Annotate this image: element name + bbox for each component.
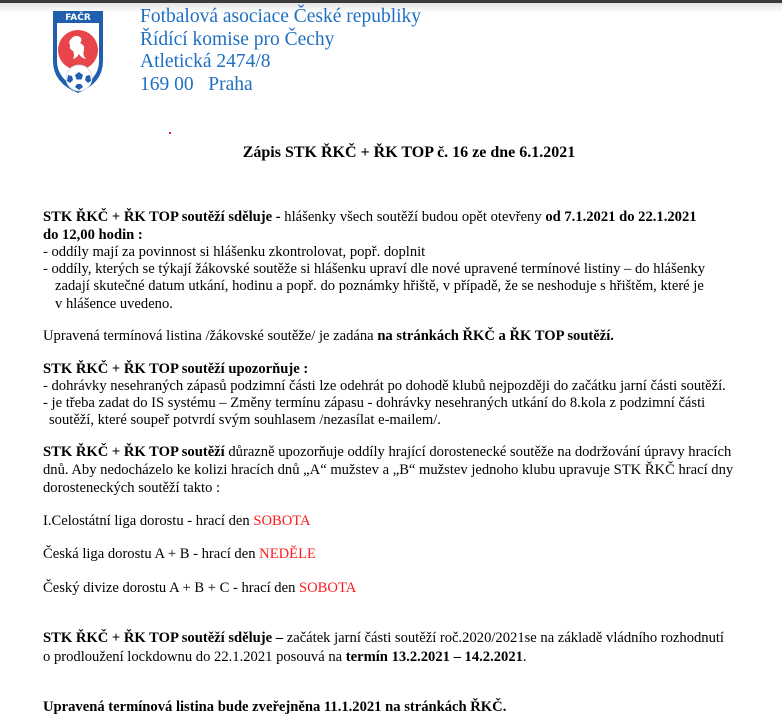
- section1-text: hlášenky všech soutěží budou opět otevřeny: [280, 209, 546, 225]
- section3-heading: [43, 360, 308, 378]
- footer-note: [43, 698, 506, 716]
- committee-name: Řídící komise pro Čechy: [140, 28, 335, 50]
- document-title: Zápis STK ŘKČ + ŘK TOP č. 16 ze dne 6.1.2021: [242, 144, 576, 161]
- league-day: SOBOTA: [299, 580, 357, 596]
- section4-text: důrazně upozorňuje oddíly hrající dorostenecké soutěže na dodržování úpravy hracích: [224, 444, 732, 460]
- league-name: I.Celostátní liga dorostu - hrací den: [43, 513, 254, 529]
- league-item: [43, 512, 311, 530]
- section5-text2: o prodloužení lockdownu do 22.1.2021 posouvá na: [43, 649, 346, 665]
- facr-logo: [49, 9, 107, 95]
- section4-line2: dnů. Aby nedocházelo ke kolizi hracích dnů „A“ mužstev a „B“ mužstev jednoho klubu upravuje STK ŘKČ hrací dny: [43, 462, 734, 478]
- section4-line3: dorosteneckých soutěží takto :: [43, 480, 221, 496]
- organization-address: [140, 6, 421, 96]
- section3-bullet2-cont: soutěží, které soupeř potvrdí svým souhlasem /nezasílat e-mailem/.: [49, 412, 441, 428]
- section2-bold: na stránkách ŘKČ a ŘK TOP soutěží.: [377, 328, 614, 344]
- street-address: Atletická 2474/8: [140, 51, 271, 72]
- section3-bullet1: - dohrávky nesehraných zápasů podzimní části lze odehrát po dohodě klubů nejpozději do začátku jarní části soutěží.: [43, 378, 726, 394]
- section2-text: Upravená termínová listina /žákovské soutěže/ je zadána: [43, 328, 378, 344]
- league-item: [43, 579, 356, 597]
- footer-note-text: Upravená termínová listina bude zveřejněna 11.1.2021 na stránkách ŘKČ.: [43, 699, 507, 715]
- section1-bullet2-cont1: zadají skutečné datum utkání, hodinu a popř. do poznámky hřiště, v případě, že se neshoduje s hřištěm, které je: [55, 278, 704, 294]
- section1-bullet1: - oddíly mají za povinnost si hlášenku zkontrolovat, popř. doplnit: [43, 244, 426, 260]
- section5-dates: termín 13.2.2021 – 14.2.2021: [345, 649, 523, 665]
- section3-heading-text: STK ŘKČ + ŘK TOP soutěží upozorňuje :: [43, 361, 309, 377]
- section1-line1: [43, 208, 697, 226]
- section4-lead: STK ŘKČ + ŘK TOP soutěží: [43, 444, 225, 460]
- org-name: Fotbalová asociace České republiky: [140, 6, 422, 27]
- league-day: SOBOTA: [253, 513, 311, 529]
- red-mark: [169, 132, 171, 134]
- section4-line1: [43, 443, 731, 461]
- section5-line1: [43, 629, 724, 647]
- league-name: Český divize dorostu A + B + C - hrací den: [43, 580, 300, 596]
- league-day: NEDĚLE: [259, 546, 316, 562]
- section5-lead: STK ŘKČ + ŘK TOP soutěží sděluje –: [43, 630, 284, 646]
- section1-bullet2-cont2: v hlášence uvedeno.: [55, 296, 173, 312]
- section2-line: [43, 327, 614, 345]
- section5-line2: [43, 648, 527, 666]
- section1-dates: od 7.1.2021 do 22.1.2021: [545, 209, 697, 225]
- section1-bullet2: - oddíly, kterých se týkají žákovské soutěže si hlášenku upraví dle nové upravené termínové listiny – do hlášenky: [43, 261, 706, 277]
- section5-end: .: [522, 649, 527, 665]
- section3-bullet2: - je třeba zadat do IS systému – Změny termínu zápasu - dohrávky nesehraných utkání do 8.kola z podzimní části: [43, 395, 706, 411]
- logo-text: FAČR: [65, 13, 91, 23]
- city-address: 169 00 Praha: [140, 73, 253, 95]
- section1-lead: STK ŘKČ + ŘK TOP soutěží sděluje -: [43, 209, 281, 225]
- league-item: [43, 545, 316, 563]
- section1-line2: [43, 226, 143, 244]
- section1-time: do 12,00 hodin :: [43, 227, 143, 243]
- league-name: Česká liga dorostu A + B - hrací den: [43, 546, 260, 562]
- section5-text: začátek jarní části soutěží roč.2020/2021se na základě vládního rozhodnutí: [283, 630, 724, 646]
